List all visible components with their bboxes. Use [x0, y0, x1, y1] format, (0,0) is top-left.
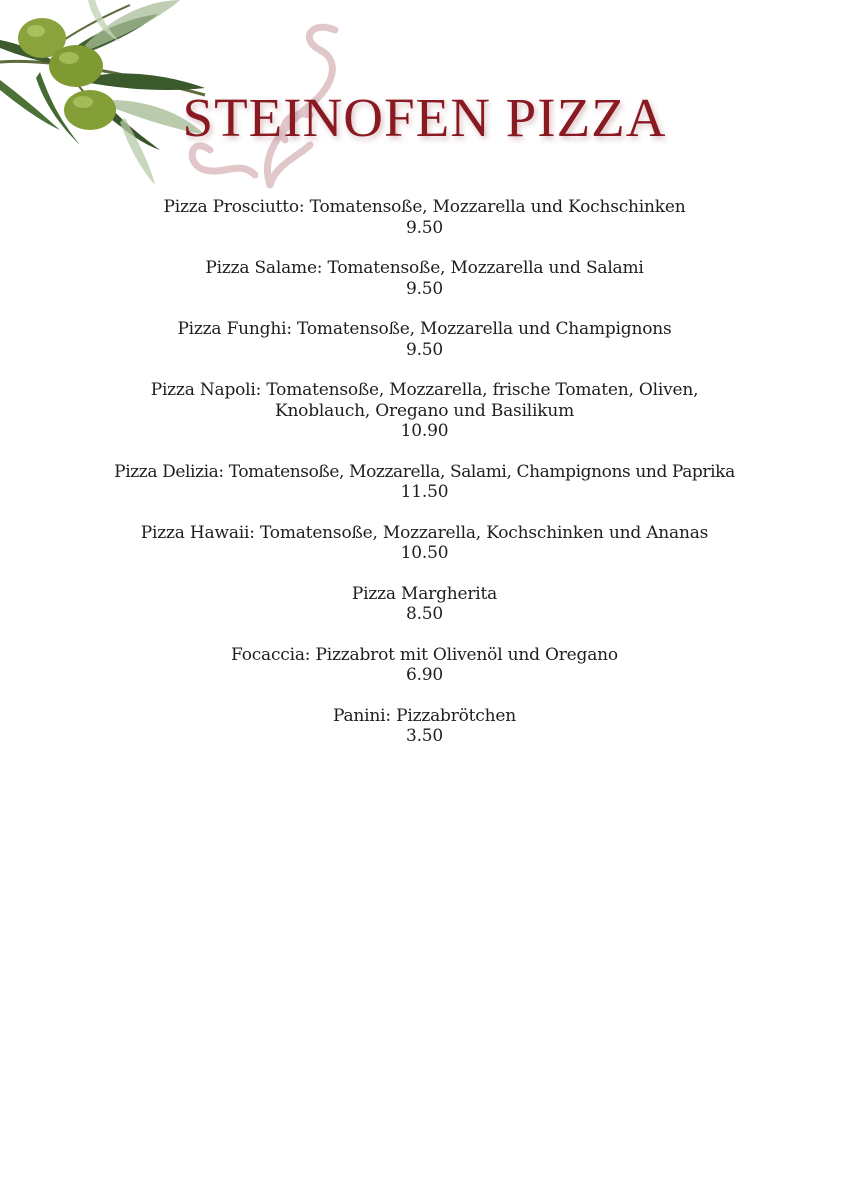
page-title: STEINOFEN PIZZA — [182, 87, 667, 148]
menu-item-price: 11.50 — [400, 482, 449, 502]
menu-item-description: Pizza Hawaii: Tomatensoße, Mozzarella, Kochschinken und Ananas — [140, 522, 709, 543]
menu-item-delizia — [0, 462, 849, 503]
menu-item-description: Focaccia: Pizzabrot mit Olivenöl und Oregano — [231, 644, 618, 665]
menu-item-description: Pizza Salame: Tomatensoße, Mozzarella und Salami — [205, 258, 644, 278]
menu-item-hawaii — [0, 523, 849, 564]
menu-item-price: 10.50 — [400, 543, 449, 563]
menu-item-description: Pizza Delizia: Tomatensoße, Mozzarella, Salami, Champignons und Paprika — [114, 461, 735, 482]
menu-item-margherita — [0, 584, 849, 625]
menu-item-prosciutto — [0, 197, 849, 238]
menu-item-price: 10.90 — [400, 421, 449, 441]
menu-item-description: Pizza Funghi: Tomatensoße, Mozzarella und Champignons — [177, 319, 672, 339]
menu-item-price: 9.50 — [405, 217, 444, 238]
menu-item-salame — [0, 258, 849, 299]
menu-item-description-line2: Knoblauch, Oregano und Basilikum — [274, 400, 575, 421]
menu-item-price: 9.50 — [405, 339, 444, 360]
menu-item-description: Panini: Pizzabrötchen — [333, 705, 516, 726]
menu-item-description: Pizza Margherita — [351, 583, 498, 604]
menu-item-napoli — [0, 380, 849, 442]
menu-item-focaccia — [0, 645, 849, 686]
menu-item-price: 6.90 — [405, 665, 444, 685]
menu-item-price: 8.50 — [405, 604, 444, 624]
menu-item-funghi — [0, 319, 849, 360]
menu-item-price: 3.50 — [405, 726, 444, 746]
menu-item-description-line1: Pizza Napoli: Tomatensoße, Mozzarella, frische Tomaten, Oliven, — [150, 380, 699, 400]
menu-item-panini — [0, 706, 849, 747]
menu-item-description: Pizza Prosciutto: Tomatensoße, Mozzarella und Kochschinken — [163, 197, 686, 217]
menu-item-price: 9.50 — [405, 278, 444, 299]
menu-list — [0, 197, 849, 767]
